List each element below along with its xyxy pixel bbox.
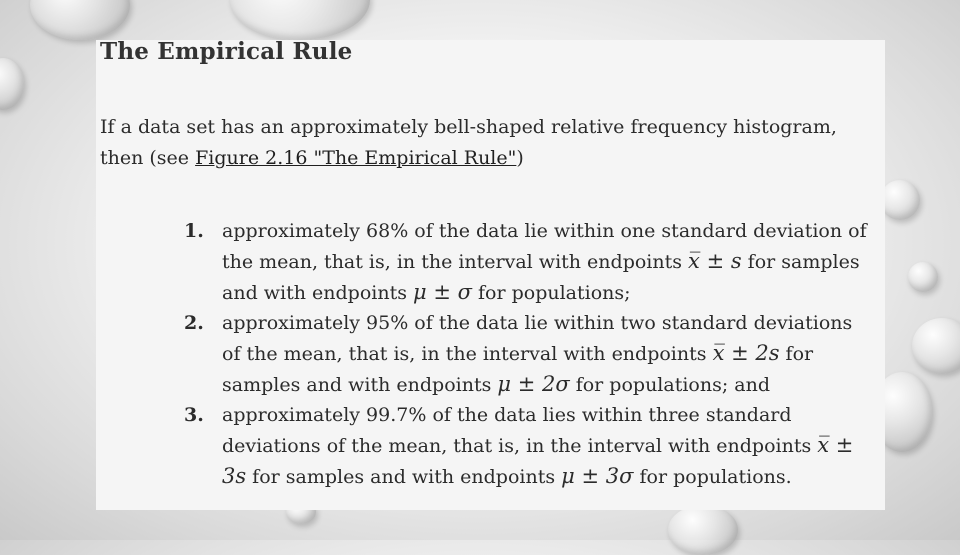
sample-interval-formula: x̅ ± 3s [222, 433, 854, 488]
figure-link[interactable]: Figure 2.16 "The Empirical Rule" [195, 147, 517, 169]
list-item [184, 308, 874, 400]
slide-content-image [96, 40, 885, 510]
water-drop-decoration [0, 58, 24, 110]
item-number: 3. [184, 404, 204, 426]
population-interval-formula: μ ± σ [413, 280, 472, 304]
intro-text: If a data set has an approximately bell-shaped relative frequency histogram, then (see [100, 116, 837, 169]
item-text: for samples and with endpoints [222, 251, 860, 304]
sample-interval-formula: x̅ ± s [688, 249, 742, 273]
item-text: for samples and with endpoints [222, 343, 814, 396]
population-interval-formula: μ ± 3σ [561, 464, 634, 488]
intro-paragraph [100, 112, 870, 174]
item-text: for populations; and [569, 374, 771, 396]
water-drop-decoration [912, 318, 960, 374]
water-drop-decoration [668, 505, 738, 555]
empirical-rule-list [184, 216, 874, 492]
item-number: 2. [184, 312, 204, 334]
population-interval-formula: μ ± 2σ [497, 372, 570, 396]
sample-interval-formula: x̅ ± 2s [712, 341, 780, 365]
item-text: approximately 95% of the data lie within two standard deviations of the mean, that is, in the interval with endpoints [222, 312, 853, 365]
item-text: approximately 99.7% of the data lies within three standard deviations of the mean, that is, in the interval with endpoints [222, 404, 818, 457]
slide-title: The Empirical Rule [100, 38, 353, 65]
water-drop-decoration [880, 180, 920, 220]
list-item [184, 400, 874, 492]
item-text: for samples and with endpoints [246, 466, 562, 488]
water-drop-decoration [30, 0, 130, 40]
water-drop-decoration [908, 262, 938, 292]
item-text: approximately 68% of the data lie within one standard deviation of the mean, that is, in the interval with endpoints [222, 220, 867, 273]
intro-closing: ) [516, 147, 524, 169]
water-drop-decoration [230, 0, 370, 40]
item-text: for populations. [633, 466, 792, 488]
list-item [184, 216, 874, 308]
item-text: for populations; [471, 282, 631, 304]
item-number: 1. [184, 220, 204, 242]
